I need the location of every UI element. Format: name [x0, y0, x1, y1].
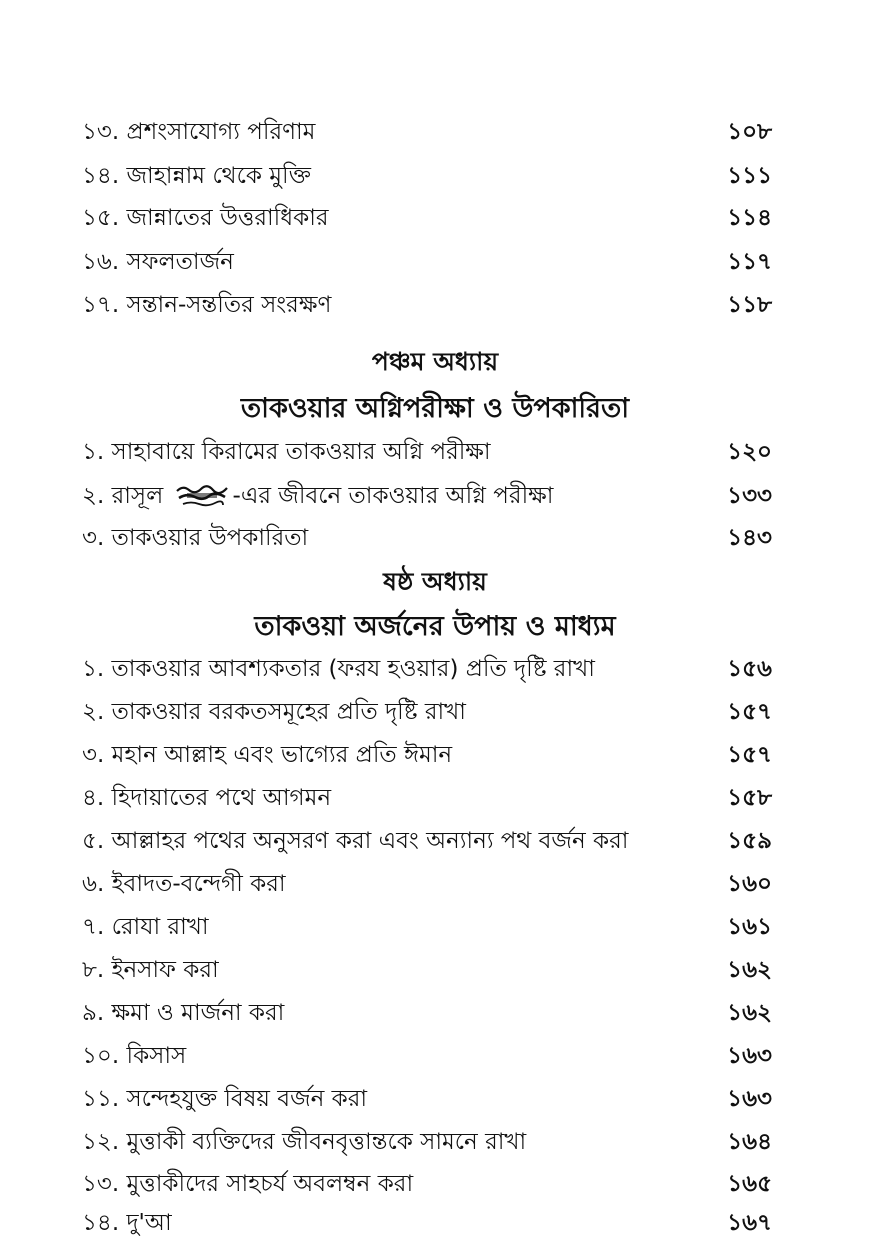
entry-page-number: ১১৪ [727, 204, 772, 231]
entry-page-number: ১৬১ [727, 913, 772, 940]
entry-title: ১৭. সন্তান-সন্ততির সংরক্ষণ [82, 291, 332, 318]
toc-entry[interactable] [82, 1203, 772, 1243]
entry-title: ১৩. মুত্তাকীদের সাহচর্য অবলম্বন করা [82, 1170, 414, 1197]
entry-page-number: ১৬২ [727, 956, 772, 983]
entry-page-number: ১৫৭ [727, 741, 772, 768]
chapter-title: তাকওয়ার অগ্নিপরীক্ষা ও উপকারিতা [240, 393, 630, 424]
toc-entry[interactable] [82, 993, 772, 1033]
toc-entry[interactable] [82, 198, 772, 238]
toc-entry[interactable] [82, 950, 772, 990]
entry-page-number: ১৩৩ [727, 482, 772, 509]
entry-title-after: -এর জীবনে তাকওয়ার অগ্নি পরীক্ষা [232, 482, 554, 509]
toc-entry[interactable] [82, 864, 772, 904]
toc-entry[interactable] [82, 285, 772, 325]
entry-title: ৯. ক্ষমা ও মার্জনা করা [82, 999, 285, 1026]
entry-page-number: ১১১ [727, 162, 772, 189]
entry-page-number: ১৪৩ [727, 524, 772, 551]
entry-page-number: ১০৮ [727, 118, 772, 145]
entry-title: ১. তাকওয়ার আবশ্যকতার (ফরয হওয়ার) প্রতি দৃষ্টি রাখা [82, 655, 595, 682]
toc-entry[interactable] [82, 1036, 772, 1076]
entry-title: ৬. ইবাদত-বন্দেগী করা [82, 870, 286, 897]
toc-entry[interactable] [82, 112, 772, 152]
toc-entry[interactable] [82, 476, 772, 516]
entry-page-number: ১১৭ [727, 248, 772, 275]
entry-page-number: ১৬৫ [727, 1170, 772, 1197]
toc-entry[interactable] [82, 821, 772, 861]
entry-title: ৩. তাকওয়ার উপকারিতা [82, 524, 309, 551]
entry-title: ২. তাকওয়ার বরকতসমূহের প্রতি দৃষ্টি রাখা [82, 698, 466, 725]
entry-title: ১৪. জাহান্নাম থেকে মুক্তি [82, 162, 311, 189]
toc-entry[interactable] [82, 1122, 772, 1162]
chapter-label: ষষ্ঠ অধ্যায় [383, 567, 487, 596]
entry-title: ১০. কিসাস [82, 1042, 187, 1069]
entry-title: ১. সাহাবায়ে কিরামের তাকওয়ার অগ্নি পরীক্ষা [82, 438, 491, 465]
entry-page-number: ১৬২ [727, 999, 772, 1026]
entry-title: ১৪. দু'আ [82, 1209, 172, 1236]
entry-page-number: ১৬৭ [727, 1209, 772, 1236]
toc-entry[interactable] [82, 907, 772, 947]
toc-entry[interactable] [82, 692, 772, 732]
entry-title: ১১. সন্দেহযুক্ত বিষয় বর্জন করা [82, 1085, 368, 1112]
toc-entry[interactable] [82, 1164, 772, 1204]
entry-title: ৫. আল্লাহর পথের অনুসরণ করা এবং অন্যান্য পথ বর্জন করা [82, 827, 629, 854]
toc-entry[interactable] [82, 649, 772, 689]
entry-title-before: ২. রাসূল [82, 482, 171, 509]
entry-page-number: ১৫৭ [727, 698, 772, 725]
entry-page-number: ১৬৪ [727, 1128, 772, 1155]
entry-page-number: ১৬০ [727, 870, 772, 897]
toc-entry[interactable] [82, 735, 772, 775]
entry-title: ৭. রোযা রাখা [82, 913, 209, 940]
chapter-title: তাকওয়া অর্জনের উপায় ও মাধ্যম [254, 611, 616, 642]
sallallahu-alaihi-wasallam-calligraphy-icon [173, 483, 231, 509]
entry-page-number: ১৫৮ [727, 784, 772, 811]
entry-title: ১২. মুত্তাকী ব্যক্তিদের জীবনবৃত্তান্তকে সামনে রাখা [82, 1128, 527, 1155]
entry-title: ৪. হিদায়াতের পথে আগমন [82, 784, 332, 811]
entry-title: ৩. মহান আল্লাহ এবং ভাগ্যের প্রতি ঈমান [82, 741, 453, 768]
entry-page-number: ১৫৯ [727, 827, 772, 854]
entry-page-number: ১৫৬ [727, 655, 772, 682]
entry-title: ৮. ইনসাফ করা [82, 956, 219, 983]
toc-entry[interactable] [82, 156, 772, 196]
entry-title: ১৫. জান্নাতের উত্তরাধিকার [82, 204, 329, 231]
toc-entry[interactable] [82, 432, 772, 472]
entry-title: ১৩. প্রশংসাযোগ্য পরিণাম [82, 118, 316, 145]
toc-entry[interactable] [82, 518, 772, 558]
entry-page-number: ১৬৩ [727, 1042, 772, 1069]
toc-entry[interactable] [82, 778, 772, 818]
toc-entry[interactable] [82, 1079, 772, 1119]
entry-page-number: ১১৮ [727, 291, 772, 318]
entry-title: ১৬. সফলতার্জন [82, 248, 234, 275]
entry-page-number: ১৬৩ [727, 1085, 772, 1112]
toc-entry[interactable] [82, 242, 772, 282]
entry-title [82, 477, 553, 516]
entry-page-number: ১২০ [727, 438, 772, 465]
chapter-label: পঞ্চম অধ্যায় [371, 347, 499, 376]
